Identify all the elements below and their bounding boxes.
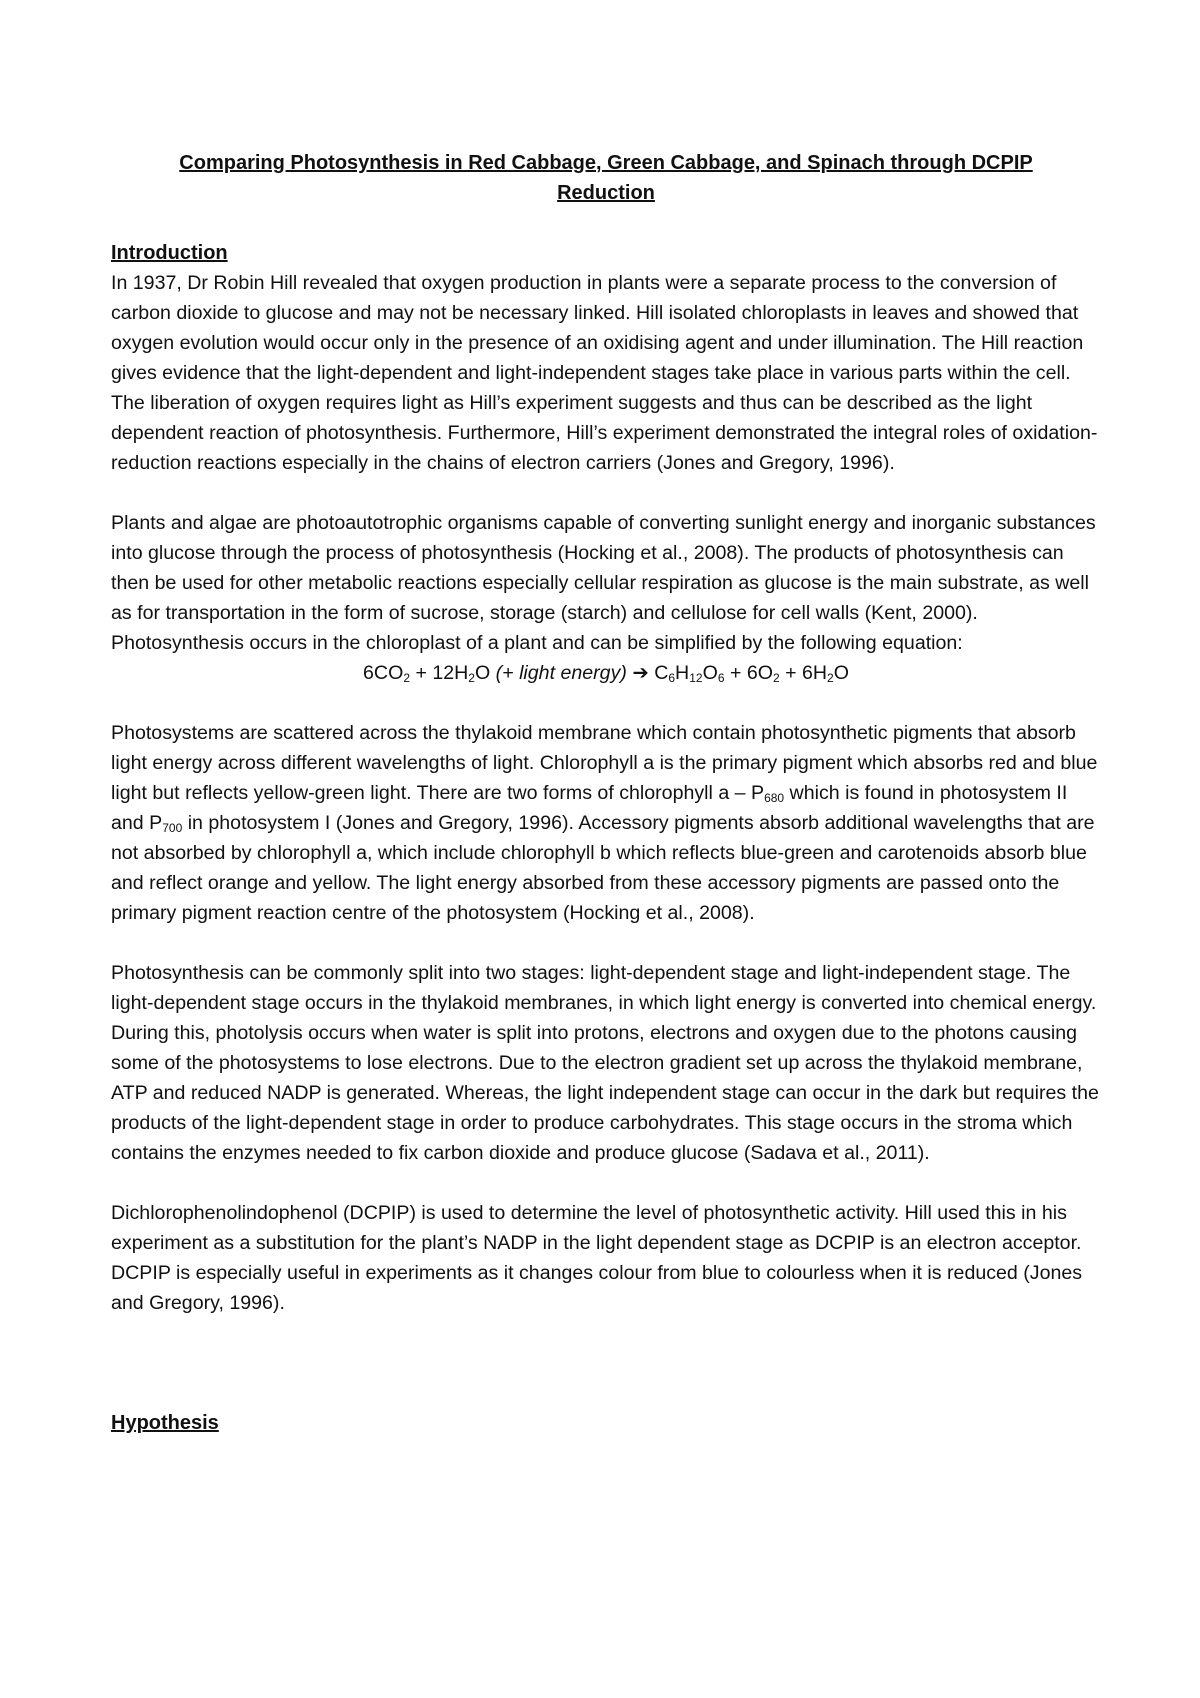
hypothesis-heading: Hypothesis — [111, 1412, 219, 1434]
intro-paragraph-5: Dichlorophenolindophenol (DCPIP) is used to determine the level of photosynthetic activity. Hill used this in his experiment as a substitution for the plant’s NADP in the light dependent stage as DCPIP is an electron acceptor. DCPIP is especially useful in experiments as it changes colour from blue to colourless when it is reduced (Jones and Gregory, 1996). — [111, 1202, 1083, 1314]
title-line-1: Comparing Photosynthesis in Red Cabbage, Green Cabbage, and Spinach through DCPIP — [179, 152, 1033, 174]
arrow-icon: ➔ — [626, 662, 655, 684]
document-title — [111, 148, 1101, 208]
intro-paragraph-2: Plants and algae are photoautotrophic organisms capable of converting sunlight energy and inorganic substances into glucose through the process of photosynthesis (Hocking et al., 2008). The products of photosynthesis can then be used for other metabolic reactions especially cellular respiration as glucose is the main substrate, as well as for transportation in the form of sucrose, storage (starch) and cellulose for cell walls (Kent, 2000). Photosynthesis occurs in the chloroplast of a plant and can be simplified by the following equation: — [111, 512, 1096, 654]
intro-paragraph-1: In 1937, Dr Robin Hill revealed that oxygen production in plants were a separate process to the conversion of carbon dioxide to glucose and may not be necessary linked. Hill isolated chloroplasts in leaves and showed that oxygen evolution would occur only in the presence of an oxidising agent and under illumination. The Hill reaction gives evidence that the light-dependent and light-independent stages take place in various parts within the cell. The liberation of oxygen requires light as Hill’s experiment suggests and thus can be described as the light dependent reaction of photosynthesis. Furthermore, Hill’s experiment demonstrated the integral roles of oxidation-reduction reactions especially in the chains of electron carriers (Jones and Gregory, 1996). — [111, 272, 1098, 474]
document-page — [111, 148, 1101, 1438]
introduction-heading: Introduction — [111, 242, 228, 264]
intro-paragraph-4: Photosynthesis can be commonly split into two stages: light-dependent stage and light-independent stage. The light-dependent stage occurs in the thylakoid membranes, in which light energy is converted into chemical energy. During this, photolysis occurs when water is split into protons, electrons and oxygen due to the photons causing some of the photosystems to lose electrons. Due to the electron gradient set up across the thylakoid membrane, ATP and reduced NADP is generated. Whereas, the light independent stage can occur in the dark but requires the products of the light-dependent stage in order to produce carbohydrates. This stage occurs in the stroma which contains the enzymes needed to fix carbon dioxide and produce glucose (Sadava et al., 2011). — [111, 962, 1099, 1164]
photosynthesis-equation: $6CO_2 + 12H_2O$ (+ light energy) ➔ $C_6H_{12}O_6 + 6O_2 + 6H_2O$ — [363, 662, 849, 685]
title-line-2: Reduction — [557, 182, 655, 204]
intro-paragraph-3: Photosystems are scattered across the thylakoid membrane which contain photosynthetic pigments that absorb light energy across different wavelengths of light. Chlorophyll a is the primary pigment which absorbs red and blue light but reflects yellow-green light. There are two forms of chlorophyll a – $P_{680}$ which is found in photosystem II and $P_{700}$ in photosystem I (Jones and Gregory, 1996). Accessory pigments absorb additional wavelengths that are not absorbed by chlorophyll a, which include chlorophyll b which reflects blue-green and carotenoids absorb blue and reflect orange and yellow. The light energy absorbed from these accessory pigments are passed onto the primary pigment reaction centre of the photosystem (Hocking et al., 2008). — [111, 722, 1098, 924]
